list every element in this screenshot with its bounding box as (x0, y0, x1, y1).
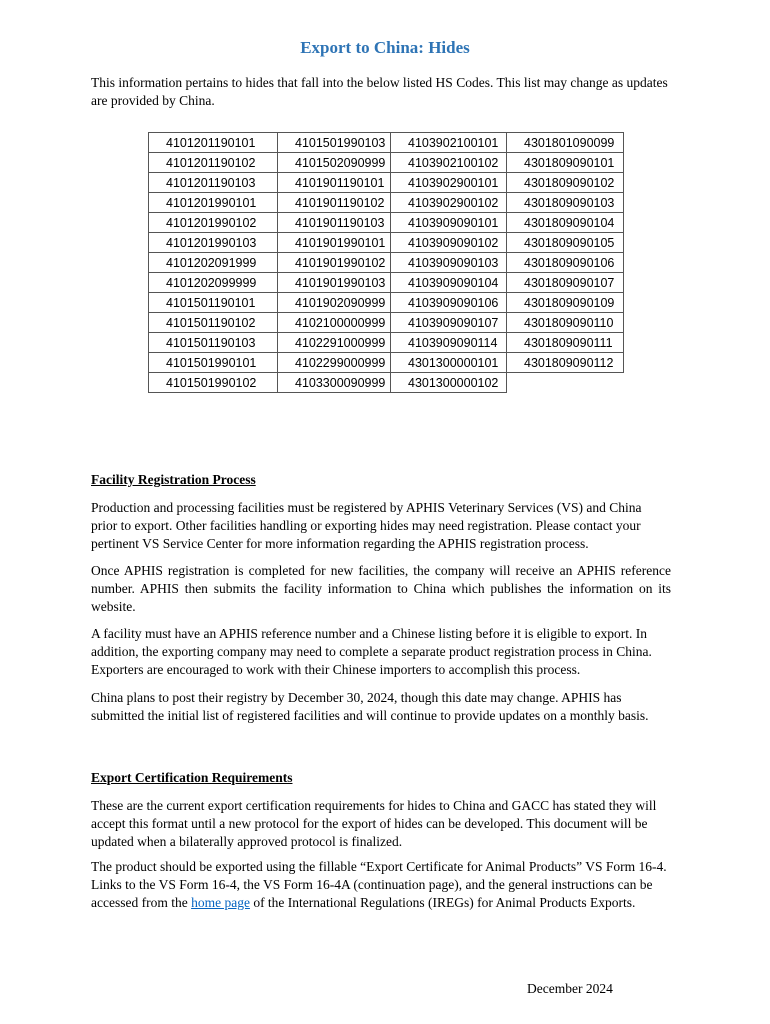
hs-code-cell: 4103909090101 (391, 213, 507, 233)
hs-code-cell: 4301809090109 (507, 293, 624, 313)
footer-date: December 2024 (527, 981, 613, 996)
hs-code-cell: 4102100000999 (278, 313, 391, 333)
hs-code-cell: 4101502090999 (278, 153, 391, 173)
hs-code-cell: 4301809090107 (507, 273, 624, 293)
hs-code-cell: 4103902100102 (391, 153, 507, 173)
table-row (149, 253, 624, 273)
table-row (149, 233, 624, 253)
hs-code-cell: 4101201190103 (149, 173, 278, 193)
hs-code-cell: 4103909090102 (391, 233, 507, 253)
hs-code-cell: 4101201190102 (149, 153, 278, 173)
table-row (149, 213, 624, 233)
hs-code-cell: 4101901990103 (278, 273, 391, 293)
facility-registration-heading: Facility Registration Process (91, 472, 256, 487)
hs-code-cell: 4101501190103 (149, 333, 278, 353)
hs-code-cell: 4101501990101 (149, 353, 278, 373)
certification-paragraph-2 (91, 858, 671, 912)
hs-codes-body (149, 133, 624, 393)
hs-code-cell: 4101901990102 (278, 253, 391, 273)
hs-code-cell (507, 373, 624, 393)
hs-code-cell: 4301809090106 (507, 253, 624, 273)
facility-paragraph-1: Production and processing facilities must be registered by APHIS Veterinary Services (VS) and China prior to export. Other facilities handling or exporting hides may need registration. Please contact your pertinent VS Service Center for more information regarding the APHIS registration process. (91, 500, 642, 551)
hs-code-cell: 4103300090999 (278, 373, 391, 393)
hs-code-cell: 4301809090102 (507, 173, 624, 193)
table-row (149, 273, 624, 293)
intro-text: This information pertains to hides that fall into the below listed HS Codes. This list may change as updates are provided by China. (91, 75, 668, 108)
hs-code-cell: 4301300000101 (391, 353, 507, 373)
table-row (149, 173, 624, 193)
certification-paragraph-2-start: The product should be exported using the fillable “Export Certificate for Animal Products” VS Form 16-4. Links to the VS Form 16-4, the VS Form 16-4A (continuation page), and the general instructions can be accessed from the (91, 859, 667, 910)
hs-code-cell: 4301300000102 (391, 373, 507, 393)
hs-code-cell: 4301809090110 (507, 313, 624, 333)
hs-code-cell: 4103909090104 (391, 273, 507, 293)
hs-code-cell: 4101202099999 (149, 273, 278, 293)
table-row (149, 153, 624, 173)
hs-code-cell: 4102291000999 (278, 333, 391, 353)
certification-paragraph-2-end: of the International Regulations (IREGs) for Animal Products Exports. (249, 895, 636, 910)
table-row (149, 133, 624, 153)
hs-code-cell: 4101201190101 (149, 133, 278, 153)
hs-code-cell: 4301809090104 (507, 213, 624, 233)
hs-code-cell: 4101901190101 (278, 173, 391, 193)
export-certification-heading: Export Certification Requirements (91, 770, 293, 785)
hs-code-cell: 4101901990101 (278, 233, 391, 253)
hs-code-cell: 4101201990102 (149, 213, 278, 233)
hs-code-cell: 4101901190102 (278, 193, 391, 213)
table-row (149, 293, 624, 313)
table-row (149, 373, 624, 393)
hs-code-cell: 4103909090103 (391, 253, 507, 273)
hs-code-cell: 4102299000999 (278, 353, 391, 373)
facility-paragraph-3: A facility must have an APHIS reference number and a Chinese listing before it is eligible to export. In addition, the exporting company may need to complete a separate product registration process in China. Exporters are encouraged to work with their Chinese importers to accomplish this process. (91, 626, 652, 677)
hs-code-cell: 4103902900102 (391, 193, 507, 213)
hs-code-cell: 4101201990101 (149, 193, 278, 213)
table-row (149, 193, 624, 213)
hs-code-cell: 4101501990103 (278, 133, 391, 153)
hs-code-cell: 4301809090101 (507, 153, 624, 173)
hs-code-cell: 4101501190101 (149, 293, 278, 313)
hs-code-cell: 4101501190102 (149, 313, 278, 333)
hs-code-cell: 4101501990102 (149, 373, 278, 393)
table-row (149, 313, 624, 333)
hs-code-cell: 4101902090999 (278, 293, 391, 313)
hs-code-cell: 4301801090099 (507, 133, 624, 153)
hs-code-cell: 4101201990103 (149, 233, 278, 253)
certification-paragraph-1: These are the current export certification requirements for hides to China and GACC has stated they will accept this format until a new protocol for the export of hides can be developed. This document will be updated when a bilaterally approved protocol is finalized. (91, 798, 657, 849)
hs-code-cell: 4103909090114 (391, 333, 507, 353)
hs-code-cell: 4103909090106 (391, 293, 507, 313)
hs-code-cell: 4301809090103 (507, 193, 624, 213)
hs-code-cell: 4103902900101 (391, 173, 507, 193)
page-title: Export to China: Hides (300, 38, 470, 57)
table-row (149, 333, 624, 353)
hs-code-cell: 4301809090112 (507, 353, 624, 373)
hs-code-cell: 4301809090105 (507, 233, 624, 253)
facility-paragraph-4: China plans to post their registry by December 30, 2024, though this date may change. APHIS has submitted the initial list of registered facilities and will continue to provide updates on a monthly basis. (91, 690, 649, 723)
hs-codes-table (148, 132, 624, 393)
table-row (149, 353, 624, 373)
home-page-link[interactable]: home page (191, 895, 250, 910)
hs-code-cell: 4101901190103 (278, 213, 391, 233)
hs-code-cell: 4101202091999 (149, 253, 278, 273)
facility-paragraph-2: Once APHIS registration is completed for new facilities, the company will receive an APHIS reference number. APHIS then submits the facility information to China which publishes the information on its website. (91, 563, 671, 614)
hs-code-cell: 4301809090111 (507, 333, 624, 353)
hs-code-cell: 4103909090107 (391, 313, 507, 333)
hs-code-cell: 4103902100101 (391, 133, 507, 153)
